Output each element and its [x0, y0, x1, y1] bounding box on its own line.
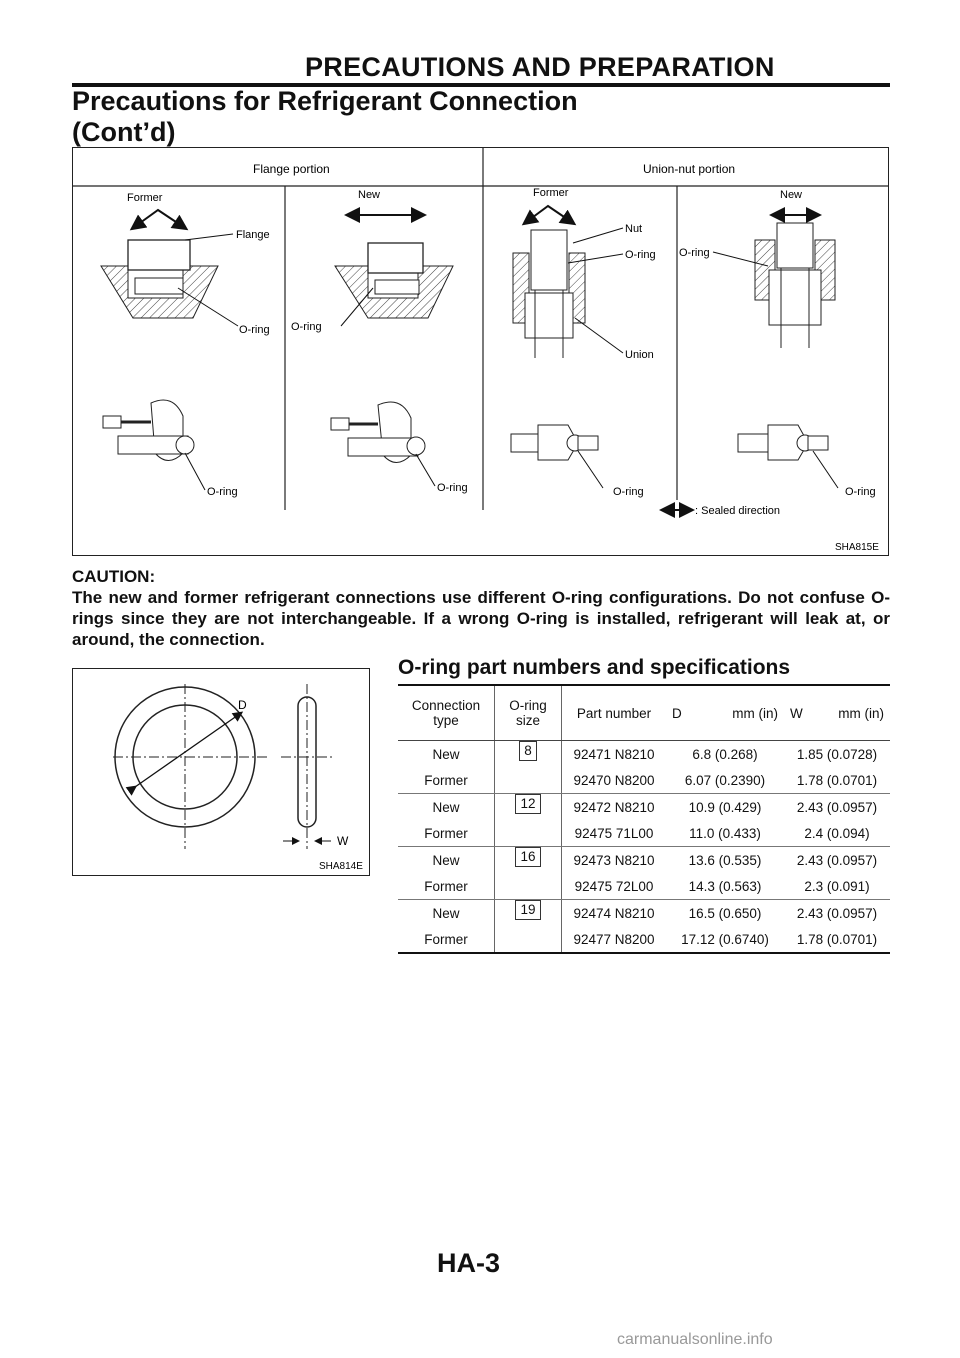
oring-spec-table — [398, 684, 890, 954]
cell-w: 1.78 (0.0701) — [784, 926, 890, 953]
cell-part: 92470 N8200 — [562, 767, 667, 794]
connection-diagram — [72, 147, 889, 556]
cell-d: 13.6 (0.535) — [688, 852, 762, 868]
col-flange-label: Flange portion — [253, 162, 330, 176]
table-row — [398, 820, 890, 847]
nut-label: Nut — [625, 223, 643, 235]
cell-type: New — [432, 746, 460, 762]
former-label-1: Former — [127, 192, 163, 204]
caution-block — [72, 566, 890, 650]
new-label-1: New — [358, 189, 381, 201]
cell-type: Former — [398, 926, 495, 953]
oring-label-3: O-ring — [625, 249, 656, 261]
sealed-direction-legend: : Sealed direction — [695, 505, 780, 517]
cell-d: 6.8 (0.268) — [692, 746, 758, 762]
table-row — [398, 900, 890, 927]
col-connection-type: Connection type — [398, 685, 495, 741]
figure1-code: SHA815E — [835, 542, 879, 553]
cell-d: 14.3 (0.563) — [666, 873, 784, 900]
cell-type: Former — [398, 767, 495, 794]
table-row — [398, 873, 890, 900]
table-row — [398, 767, 890, 794]
section-title-line1: Precautions for Refrigerant Connection — [72, 86, 578, 116]
flange-label: Flange — [236, 229, 270, 241]
cell-size — [495, 741, 562, 794]
cell-size — [495, 900, 562, 954]
size-badge: 12 — [515, 794, 540, 814]
col-oring-size: O-ring size — [495, 685, 562, 741]
col-w-unit: mm (in) — [838, 705, 884, 721]
cell-part: 92477 N8200 — [562, 926, 667, 953]
cell-d: 6.07 (0.2390) — [666, 767, 784, 794]
col-d-unit: mm (in) — [732, 705, 778, 721]
section-title-line2: (Cont’d) — [72, 117, 176, 147]
table-header-row — [398, 685, 890, 741]
cell-d: 10.9 (0.429) — [688, 799, 762, 815]
cell-w: 1.78 (0.0701) — [784, 767, 890, 794]
oring-label-5: O-ring — [207, 486, 238, 498]
col-union-label: Union-nut portion — [643, 162, 736, 176]
cell-w: 2.3 (0.091) — [784, 873, 890, 900]
new-flange-drawing — [291, 215, 453, 333]
flange-pipe-new — [331, 402, 468, 494]
former-flange-drawing — [101, 210, 270, 336]
cell-type: New — [432, 852, 460, 868]
cell-type: Former — [398, 820, 495, 847]
size-badge: 16 — [515, 847, 540, 867]
oring-label-2: O-ring — [291, 321, 322, 333]
cell-size — [495, 847, 562, 900]
union-pipe-former — [511, 425, 644, 498]
table-row — [398, 741, 890, 768]
col-d — [666, 685, 784, 741]
table-row — [398, 847, 890, 874]
caution-text: The new and former refrigerant connections use different O-ring configurations. Do not confuse O-rings since they are not interchangeable. If a wrong O-ring is installed, refrigerant will leak at, or around, the connection. — [72, 588, 890, 649]
cell-part: 92471 N8210 — [573, 746, 655, 762]
oring-label-8: O-ring — [845, 486, 876, 498]
cell-d: 16.5 (0.650) — [688, 905, 762, 921]
cell-d: 17.12 (0.6740) — [666, 926, 784, 953]
size-badge: 19 — [515, 900, 540, 920]
caution-heading: CAUTION: — [72, 567, 156, 586]
oring-dimension-svg — [73, 669, 369, 875]
cell-d: 11.0 (0.433) — [666, 820, 784, 847]
table-row — [398, 926, 890, 953]
cell-part: 92475 71L00 — [562, 820, 667, 847]
cell-part: 92473 N8210 — [573, 852, 655, 868]
union-label: Union — [625, 349, 654, 361]
figure2-code: SHA814E — [319, 861, 363, 872]
cell-type: New — [432, 905, 460, 921]
label-d: D — [238, 698, 247, 712]
oring-label-7: O-ring — [613, 486, 644, 498]
page-number: HA-3 — [437, 1248, 501, 1278]
section-title — [72, 86, 578, 148]
cell-size — [495, 794, 562, 847]
cell-w: 2.43 (0.0957) — [796, 852, 878, 868]
connection-diagram-svg — [73, 148, 888, 555]
oring-dimension-diagram — [72, 668, 370, 876]
watermark: carmanualsonline.info — [617, 1331, 773, 1348]
cell-part: 92475 72L00 — [562, 873, 667, 900]
cell-w: 1.85 (0.0728) — [796, 746, 878, 762]
new-label-2: New — [780, 189, 803, 201]
cell-w: 2.4 (0.094) — [784, 820, 890, 847]
label-w: W — [337, 834, 349, 848]
col-w-label: W — [790, 705, 803, 721]
union-pipe-new — [738, 425, 876, 498]
oring-label-6: O-ring — [437, 482, 468, 494]
size-badge: 8 — [519, 741, 537, 761]
former-label-2: Former — [533, 187, 569, 199]
col-d-label: D — [672, 705, 682, 721]
oring-label-1: O-ring — [239, 324, 270, 336]
cell-part: 92472 N8210 — [573, 799, 655, 815]
page-header-title: PRECAUTIONS AND PREPARATION — [305, 52, 775, 82]
col-w — [784, 685, 890, 741]
cell-part: 92474 N8210 — [573, 905, 655, 921]
oring-label-4: O-ring — [679, 247, 710, 259]
table-title: O-ring part numbers and specifications — [398, 656, 791, 679]
former-union-drawing — [513, 206, 656, 361]
col-part-number: Part number — [562, 685, 667, 741]
cell-type: New — [432, 799, 460, 815]
flange-pipe-former — [103, 400, 238, 498]
cell-type: Former — [398, 873, 495, 900]
table-row — [398, 794, 890, 821]
cell-w: 2.43 (0.0957) — [796, 905, 878, 921]
new-union-drawing — [679, 215, 835, 348]
cell-w: 2.43 (0.0957) — [796, 799, 878, 815]
